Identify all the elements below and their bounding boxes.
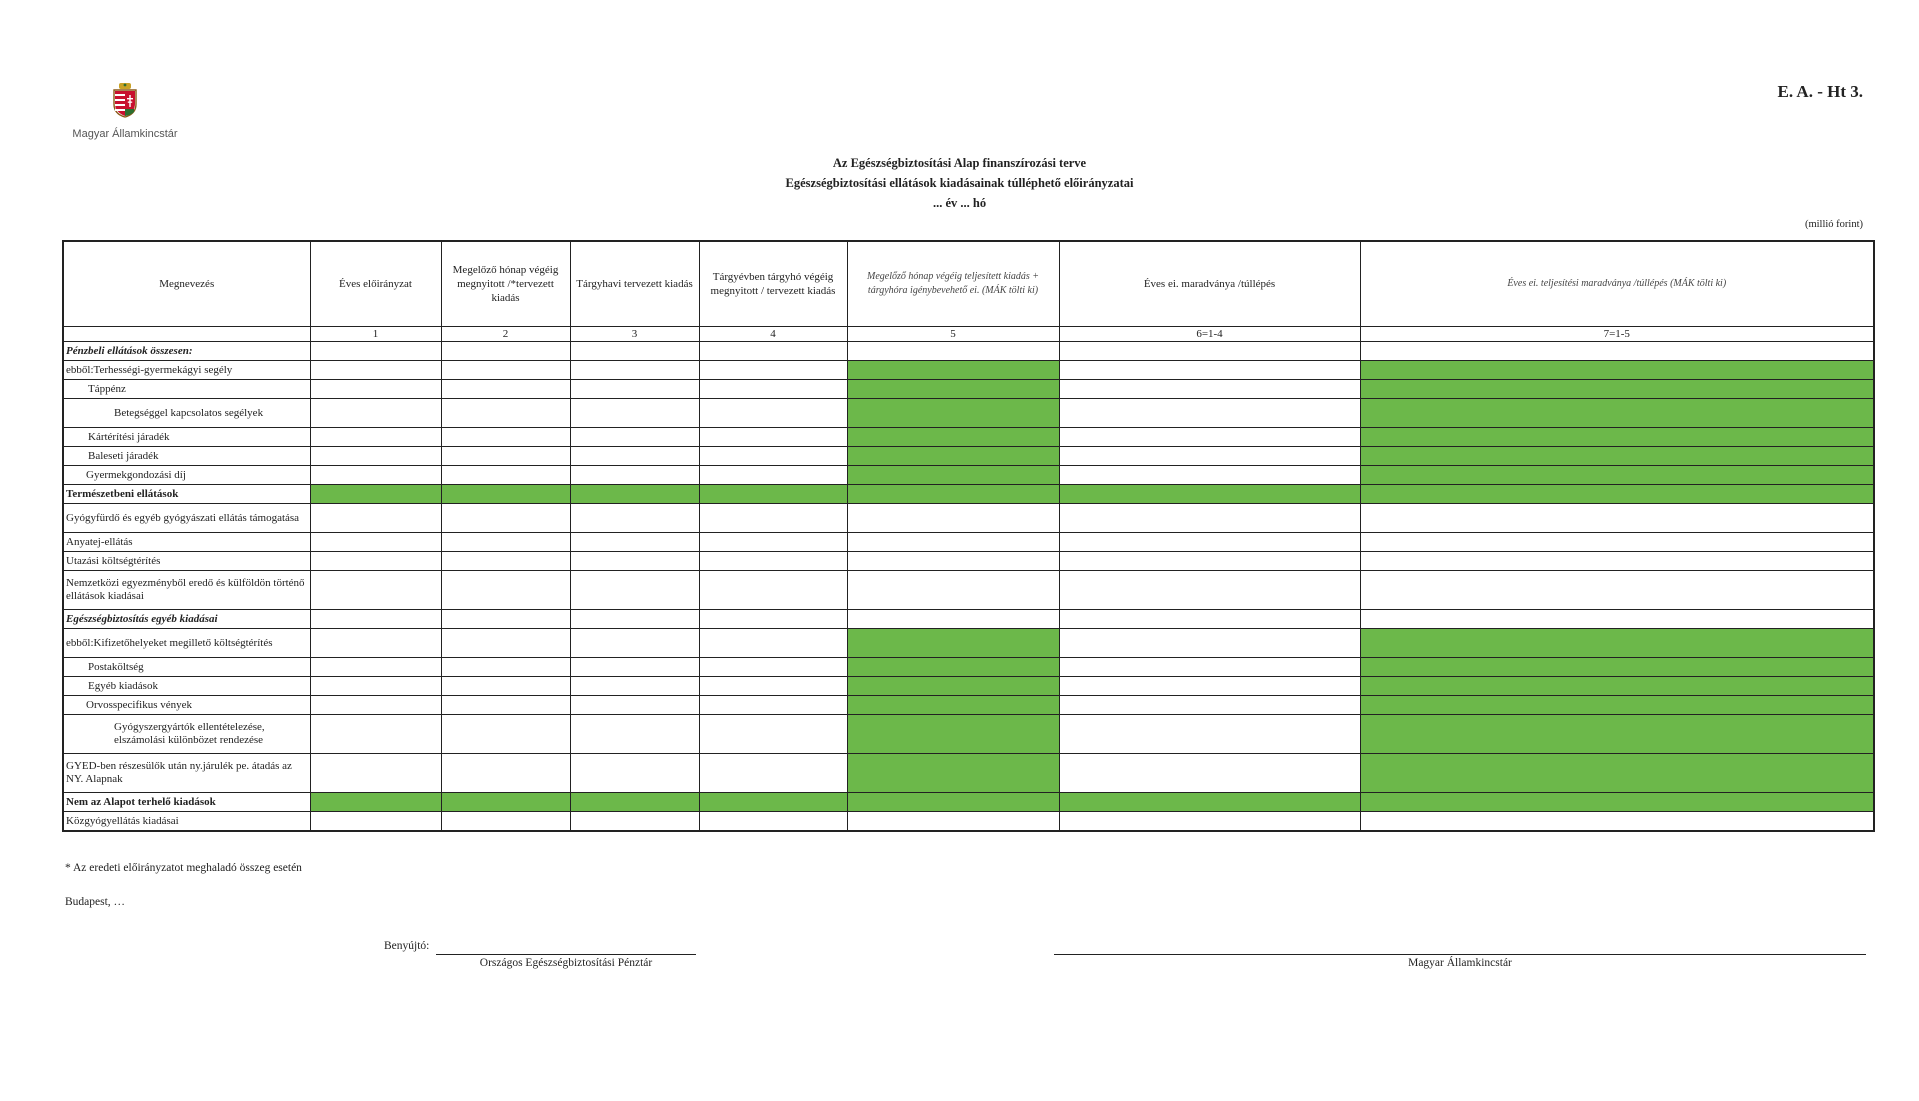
value-cell <box>441 485 570 504</box>
submitter-org: Országos Egészségbiztosítási Pénztár <box>479 957 653 969</box>
value-cell <box>847 677 1059 696</box>
value-cell <box>570 658 699 677</box>
value-cell <box>441 696 570 715</box>
value-cell <box>1059 793 1360 812</box>
value-cell <box>847 793 1059 812</box>
table-row <box>63 485 1874 504</box>
value-cell <box>441 677 570 696</box>
value-cell <box>570 571 699 610</box>
value-cell <box>1059 812 1360 832</box>
value-cell <box>847 380 1059 399</box>
value-cell <box>310 715 441 754</box>
value-cell <box>441 342 570 361</box>
value-cell <box>570 793 699 812</box>
value-cell <box>570 552 699 571</box>
row-label: Egyéb kiadások <box>63 677 310 696</box>
row-label: Táppénz <box>63 380 310 399</box>
row-label: Utazási költségtérítés <box>63 552 310 571</box>
table-row <box>63 466 1874 485</box>
value-cell <box>699 504 847 533</box>
value-cell <box>699 658 847 677</box>
table-row <box>63 571 1874 610</box>
row-label: Nemzetközi egyezményből eredő és külföldön történő ellátások kiadásai <box>63 571 310 610</box>
value-cell <box>441 629 570 658</box>
value-cell <box>1360 361 1874 380</box>
value-cell <box>699 466 847 485</box>
row-label: Egészségbiztosítás egyéb kiadásai <box>63 610 310 629</box>
value-cell <box>310 447 441 466</box>
col-header: Megnevezés <box>63 241 310 327</box>
value-cell <box>699 629 847 658</box>
value-cell <box>570 812 699 832</box>
value-cell <box>310 504 441 533</box>
value-cell <box>441 754 570 793</box>
col-number: 2 <box>441 327 570 342</box>
col-number: 1 <box>310 327 441 342</box>
value-cell <box>847 610 1059 629</box>
value-cell <box>847 658 1059 677</box>
place-date: Budapest, … <box>65 896 126 908</box>
value-cell <box>570 428 699 447</box>
table-row <box>63 793 1874 812</box>
value-cell <box>1059 380 1360 399</box>
value-cell <box>847 361 1059 380</box>
table-row <box>63 428 1874 447</box>
receiver-signature-line <box>1054 954 1866 955</box>
value-cell <box>310 658 441 677</box>
col-number: 6=1-4 <box>1059 327 1360 342</box>
value-cell <box>1360 380 1874 399</box>
value-cell <box>699 715 847 754</box>
value-cell <box>847 485 1059 504</box>
column-number-row <box>63 327 1874 342</box>
value-cell <box>570 380 699 399</box>
value-cell <box>699 533 847 552</box>
value-cell <box>1360 342 1874 361</box>
value-cell <box>441 380 570 399</box>
value-cell <box>1059 485 1360 504</box>
value-cell <box>310 361 441 380</box>
value-cell <box>1059 658 1360 677</box>
value-cell <box>570 754 699 793</box>
table-row <box>63 361 1874 380</box>
value-cell <box>310 485 441 504</box>
col-header: Megelőző hónap végéig teljesített kiadás + tárgyhóra igénybevehető ei. (MÁK tölti ki) <box>847 241 1059 327</box>
value-cell <box>310 677 441 696</box>
value-cell <box>699 447 847 466</box>
header-row <box>63 241 1874 327</box>
value-cell <box>1360 399 1874 428</box>
value-cell <box>570 361 699 380</box>
value-cell <box>847 715 1059 754</box>
title-period: ... év ... hó <box>932 196 987 210</box>
row-label: Orvosspecifikus vények <box>63 696 310 715</box>
receiver-org: Magyar Államkincstár <box>1408 957 1512 969</box>
value-cell <box>310 610 441 629</box>
value-cell <box>570 677 699 696</box>
row-label: ebből:Terhességi-gyermekágyi segély <box>63 361 310 380</box>
document-titles <box>0 153 1919 213</box>
value-cell <box>1360 677 1874 696</box>
col-header: Éves előirányzat <box>310 241 441 327</box>
row-label: Nem az Alapot terhelő kiadások <box>63 793 310 812</box>
value-cell <box>310 428 441 447</box>
value-cell <box>699 399 847 428</box>
value-cell <box>847 696 1059 715</box>
row-label: Anyatej-ellátás <box>63 533 310 552</box>
col-number: 4 <box>699 327 847 342</box>
value-cell <box>441 812 570 832</box>
value-cell <box>847 466 1059 485</box>
table-row <box>63 399 1874 428</box>
value-cell <box>310 812 441 832</box>
row-label: Gyermekgondozási díj <box>63 466 310 485</box>
value-cell <box>847 629 1059 658</box>
value-cell <box>310 380 441 399</box>
table-row <box>63 552 1874 571</box>
value-cell <box>310 754 441 793</box>
table-row <box>63 696 1874 715</box>
value-cell <box>1360 696 1874 715</box>
row-label: Természetbeni ellátások <box>63 485 310 504</box>
value-cell <box>310 696 441 715</box>
value-cell <box>441 428 570 447</box>
value-cell <box>441 552 570 571</box>
table-row <box>63 610 1874 629</box>
value-cell <box>570 447 699 466</box>
value-cell <box>441 466 570 485</box>
budget-table <box>62 240 1875 832</box>
value-cell <box>847 571 1059 610</box>
value-cell <box>847 447 1059 466</box>
value-cell <box>441 715 570 754</box>
table-row <box>63 754 1874 793</box>
value-cell <box>699 342 847 361</box>
budget-table-wrap <box>62 240 1875 832</box>
value-cell <box>570 629 699 658</box>
row-label: Gyógyfürdő és egyéb gyógyászati ellátás támogatása <box>63 504 310 533</box>
value-cell <box>699 361 847 380</box>
value-cell <box>310 466 441 485</box>
row-label: Postaköltség <box>63 658 310 677</box>
col-number: 5 <box>847 327 1059 342</box>
form-code: E. A. - Ht 3. <box>1777 82 1863 101</box>
table-row <box>63 504 1874 533</box>
col-header: Tárgyhavi tervezett kiadás <box>570 241 699 327</box>
value-cell <box>847 504 1059 533</box>
col-header: Éves ei. maradványa /túllépés <box>1059 241 1360 327</box>
value-cell <box>570 466 699 485</box>
value-cell <box>1360 504 1874 533</box>
table-row <box>63 342 1874 361</box>
value-cell <box>1360 658 1874 677</box>
value-cell <box>1360 533 1874 552</box>
value-cell <box>1059 428 1360 447</box>
org-name: Magyar Államkincstár <box>72 128 178 140</box>
logo-block <box>60 82 190 140</box>
row-label: GYED-ben részesülők után ny.járulék pe. átadás az NY. Alapnak <box>63 754 310 793</box>
value-cell <box>699 754 847 793</box>
value-cell <box>441 447 570 466</box>
table-row <box>63 629 1874 658</box>
value-cell <box>847 552 1059 571</box>
value-cell <box>570 715 699 754</box>
value-cell <box>699 812 847 832</box>
value-cell <box>699 793 847 812</box>
value-cell <box>1059 696 1360 715</box>
value-cell <box>1059 342 1360 361</box>
value-cell <box>1059 399 1360 428</box>
value-cell <box>1059 677 1360 696</box>
value-cell <box>699 696 847 715</box>
footnote: * Az eredeti előirányzatot meghaladó összeg esetén <box>65 862 302 874</box>
value-cell <box>1059 552 1360 571</box>
value-cell <box>699 610 847 629</box>
value-cell <box>847 342 1059 361</box>
value-cell <box>699 552 847 571</box>
unit-label: (millió forint) <box>1804 219 1863 230</box>
value-cell <box>441 658 570 677</box>
col-header: Éves ei. teljesítési maradványa /túllépés (MÁK tölti ki) <box>1360 241 1874 327</box>
value-cell <box>441 533 570 552</box>
title-sub: Egészségbiztosítási ellátások kiadásainak túlléphető előirányzatai <box>785 176 1134 190</box>
col-number: 7=1-5 <box>1360 327 1874 342</box>
col-number: 3 <box>570 327 699 342</box>
value-cell <box>570 399 699 428</box>
value-cell <box>699 380 847 399</box>
value-cell <box>441 571 570 610</box>
value-cell <box>1360 629 1874 658</box>
table-row <box>63 447 1874 466</box>
table-row <box>63 533 1874 552</box>
value-cell <box>310 552 441 571</box>
value-cell <box>1360 485 1874 504</box>
value-cell <box>847 399 1059 428</box>
value-cell <box>699 571 847 610</box>
value-cell <box>441 610 570 629</box>
row-label: Pénzbeli ellátások összesen: <box>63 342 310 361</box>
value-cell <box>1059 466 1360 485</box>
row-label: Baleseti járadék <box>63 447 310 466</box>
table-row <box>63 677 1874 696</box>
value-cell <box>310 399 441 428</box>
value-cell <box>1360 812 1874 832</box>
value-cell <box>1059 533 1360 552</box>
row-label: Gyógyszergyártók ellentételezése, elszámolási különbözet rendezése <box>63 715 310 754</box>
table-row <box>63 658 1874 677</box>
value-cell <box>1059 504 1360 533</box>
value-cell <box>570 342 699 361</box>
row-label: ebből:Kifizetőhelyeket megillető költségtérítés <box>63 629 310 658</box>
col-header: Tárgyévben tárgyhó végéig megnyitott / tervezett kiadás <box>699 241 847 327</box>
table-row <box>63 380 1874 399</box>
value-cell <box>441 399 570 428</box>
value-cell <box>1059 715 1360 754</box>
value-cell <box>441 504 570 533</box>
value-cell <box>1360 610 1874 629</box>
value-cell <box>310 342 441 361</box>
row-label: Közgyógyellátás kiadásai <box>63 812 310 832</box>
coat-of-arms-icon <box>111 82 139 118</box>
budget-table-body <box>63 342 1874 832</box>
value-cell <box>1059 610 1360 629</box>
value-cell <box>310 571 441 610</box>
value-cell <box>847 533 1059 552</box>
value-cell <box>1360 793 1874 812</box>
submitter-signature-line <box>436 954 696 955</box>
value-cell <box>1059 447 1360 466</box>
value-cell <box>1360 428 1874 447</box>
value-cell <box>441 361 570 380</box>
value-cell <box>570 533 699 552</box>
value-cell <box>699 485 847 504</box>
value-cell <box>570 696 699 715</box>
col-header: Megelőző hónap végéig megnyitott /*tervezett kiadás <box>441 241 570 327</box>
value-cell <box>570 610 699 629</box>
value-cell <box>1360 715 1874 754</box>
value-cell <box>847 428 1059 447</box>
value-cell <box>570 504 699 533</box>
value-cell <box>310 793 441 812</box>
table-row <box>63 812 1874 832</box>
row-label: Kártérítési járadék <box>63 428 310 447</box>
value-cell <box>1360 571 1874 610</box>
col-number <box>63 327 310 342</box>
value-cell <box>1360 466 1874 485</box>
value-cell <box>1059 571 1360 610</box>
value-cell <box>310 533 441 552</box>
row-label: Betegséggel kapcsolatos segélyek <box>63 399 310 428</box>
table-row <box>63 715 1874 754</box>
value-cell <box>699 677 847 696</box>
value-cell <box>570 485 699 504</box>
title-main: Az Egészségbiztosítási Alap finanszírozási terve <box>832 156 1087 170</box>
value-cell <box>847 812 1059 832</box>
value-cell <box>1059 361 1360 380</box>
value-cell <box>310 629 441 658</box>
value-cell <box>441 793 570 812</box>
submitter-label: Benyújtó: <box>384 940 430 952</box>
value-cell <box>847 754 1059 793</box>
value-cell <box>1059 754 1360 793</box>
value-cell <box>1360 552 1874 571</box>
value-cell <box>1059 629 1360 658</box>
value-cell <box>1360 447 1874 466</box>
value-cell <box>1360 754 1874 793</box>
value-cell <box>699 428 847 447</box>
